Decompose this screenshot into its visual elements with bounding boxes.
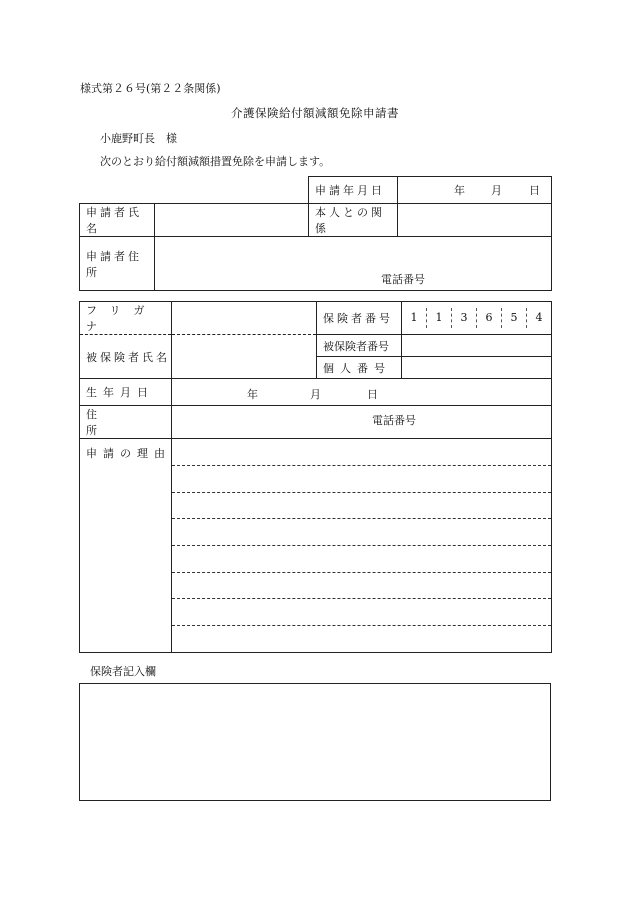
applicant-address-field[interactable] (155, 237, 552, 291)
applicant-phone-label: 電話番号 (381, 273, 425, 286)
relation-label: 本人との関係 (309, 204, 398, 237)
insurer-number-field (402, 302, 552, 335)
birth-day: 日 (367, 388, 378, 401)
application-date-label: 申請年月日 (309, 177, 398, 204)
form-number: 様式第２６号(第２２条関係) (80, 82, 221, 95)
addressee: 小鹿野町長 様 (100, 132, 177, 145)
insurer-number-digits (402, 308, 551, 328)
insurer-entry-box[interactable] (79, 683, 551, 801)
applicant-name-field[interactable] (155, 204, 309, 237)
insured-name-label: 被保険者氏名 (80, 335, 172, 379)
document-title: 介護保険給付額減額免除申請書 (231, 106, 399, 120)
furigana-label: フリガナ (80, 302, 172, 335)
application-date-month: 月 (491, 184, 502, 197)
reason-lines (172, 439, 551, 652)
reason-label: 申請の理由 (80, 439, 172, 653)
insurer-digit: 6 (476, 308, 501, 328)
insured-phone-label: 電話番号 (372, 414, 416, 427)
application-date-day: 日 (529, 184, 540, 197)
blank-corner (80, 177, 309, 204)
application-date-year: 年 (454, 184, 465, 197)
insured-number-field[interactable] (402, 335, 552, 357)
insurer-digit: 1 (426, 308, 451, 328)
application-date-field[interactable] (398, 177, 552, 204)
insurer-number-label: 保険者番号 (317, 302, 402, 335)
relation-field[interactable] (398, 204, 552, 237)
insurer-digit: 5 (501, 308, 526, 328)
personal-number-field[interactable] (402, 357, 552, 379)
reason-field[interactable] (172, 439, 552, 653)
insured-address-field[interactable] (172, 406, 552, 439)
insurer-section-label: 保険者記入欄 (90, 665, 156, 678)
insured-name-field[interactable] (172, 335, 317, 379)
intro-text: 次のとおり給付額減額措置免除を申請します。 (100, 155, 331, 168)
personal-number-label: 個人番号 (317, 357, 402, 379)
birth-month: 月 (310, 388, 321, 401)
insurer-digit: 1 (410, 311, 418, 324)
applicant-address-label: 申請者住所 (80, 237, 155, 291)
insured-table (79, 301, 552, 653)
applicant-table (79, 176, 552, 291)
insurer-digit: 3 (451, 308, 476, 328)
birth-year: 年 (247, 388, 258, 401)
insured-number-label: 被保険者番号 (317, 335, 402, 357)
insured-address-label: 住所 (80, 406, 172, 439)
furigana-field[interactable] (172, 302, 317, 335)
birth-date-label: 生年月日 (80, 379, 172, 406)
applicant-name-label: 申請者氏名 (80, 204, 155, 237)
birth-date-field[interactable] (172, 379, 552, 406)
insurer-digit: 4 (526, 308, 551, 328)
